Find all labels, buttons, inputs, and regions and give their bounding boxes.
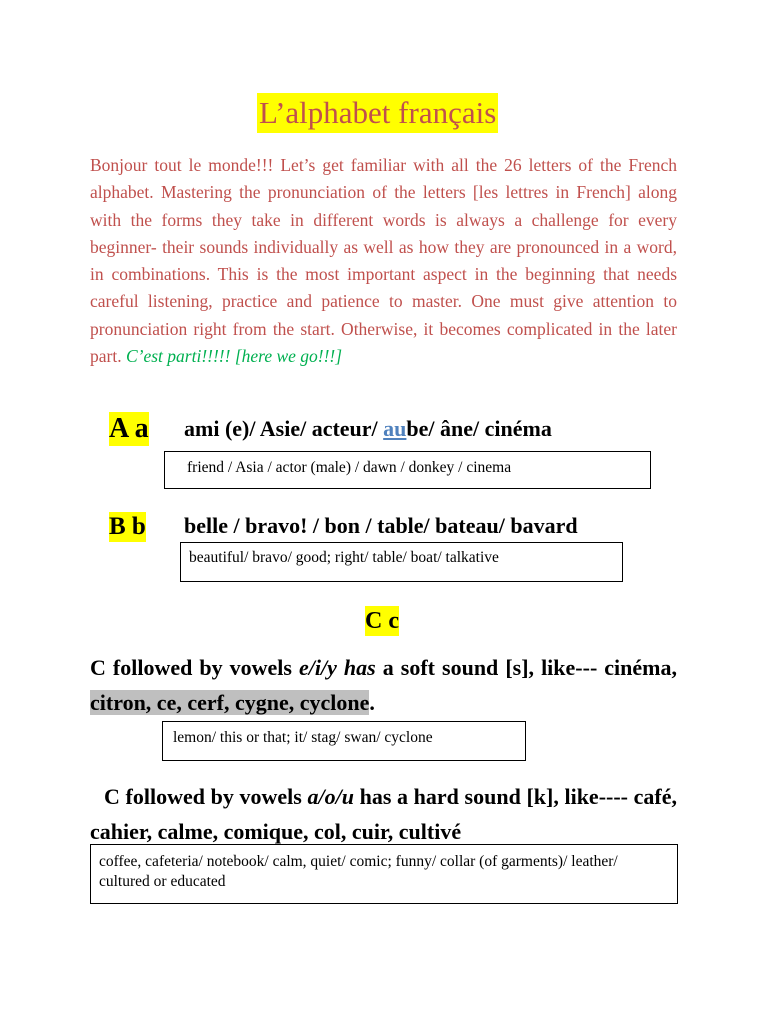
letter-a-words-part2: be/ âne/ cinéma: [406, 416, 552, 441]
hard-text-1: C followed by vowels: [104, 784, 308, 809]
hard-text-2: has a hard sound [k], like---- café, cahier, calme, comique, col, cuir, cultivé: [90, 784, 678, 844]
letter-a-words: [184, 416, 552, 442]
page-title: L’alphabet français: [257, 93, 498, 133]
letter-c-heading: C c: [365, 608, 399, 634]
soft-vowels: e/i/y has: [299, 655, 376, 680]
letter-b-words: belle / bravo! / bon / table/ bateau/ bavard: [184, 513, 578, 538]
letter-c-soft-paragraph: [90, 650, 677, 720]
letter-b-heading: B b: [109, 513, 146, 540]
soft-examples-highlight: citron, ce, cerf, cygne, cyclone: [90, 690, 370, 715]
letter-a-words-part1: ami (e)/ Asie/ acteur/: [184, 416, 384, 441]
letter-b-translation-box: beautiful/ bravo/ good; right/ table/ boat/ talkative: [180, 542, 623, 582]
letter-a-translation-box: friend / Asia / actor (male) / dawn / donkey / cinema: [164, 451, 651, 489]
intro-text: Bonjour tout le monde!!! Let’s get familiar with all the 26 letters of the French alphabet. Mastering the pronunciation of the letters [les lettres in French] along with the forms they take in different words is always a challenge for every beginner- their sounds individually as well as how they are pronounced in a word, in combinations. This is the most important aspect in the beginning that needs careful listening, practice and patience to master. One must give attention to pronunciation right from the start. Otherwise, it becomes complicated in the later part.: [90, 155, 677, 367]
intro-green-text: C’est parti!!!!! [here we go!!!]: [125, 346, 343, 367]
letter-a-heading: A a: [109, 413, 149, 444]
hard-vowels: a/o/u: [307, 784, 354, 809]
soft-text-2: a soft sound [s], like--- cinéma,: [375, 655, 677, 680]
soft-text-1: C followed by vowels: [90, 655, 300, 680]
soft-text-3: .: [369, 690, 375, 715]
letter-c-hard-paragraph: [90, 779, 677, 849]
letter-a-words-highlight: au: [383, 416, 407, 441]
intro-paragraph: [90, 152, 677, 370]
letter-c-hard-translation-box: coffee, cafeteria/ notebook/ calm, quiet/ comic; funny/ collar (of garments)/ leather/ cultured or educated: [90, 844, 678, 904]
letter-c-soft-translation-box: lemon/ this or that; it/ stag/ swan/ cyclone: [162, 721, 526, 761]
